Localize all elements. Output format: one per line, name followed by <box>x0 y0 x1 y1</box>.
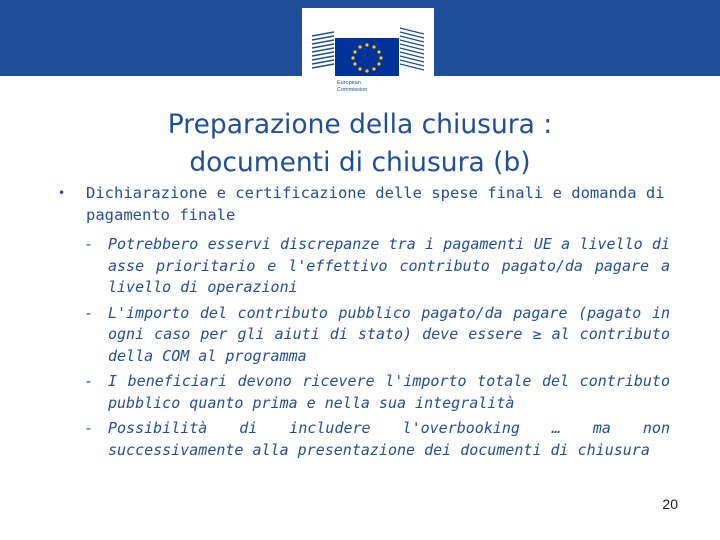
european-commission-logo <box>302 8 434 100</box>
slide-title-line1: Preparazione della chiusura : <box>167 109 553 140</box>
dash-icon: - <box>84 235 94 253</box>
sub-item <box>58 418 670 461</box>
page-number: 20 <box>662 496 678 512</box>
logo-text <box>337 80 397 94</box>
sub-items-list <box>58 234 670 461</box>
dash-icon: - <box>84 419 94 437</box>
slide-title-line2: documenti di chiusura (b) <box>189 147 531 178</box>
sub-item <box>58 303 670 368</box>
logo-text-line2: Commission <box>337 87 368 93</box>
sub-item <box>58 371 670 414</box>
sub-item <box>58 234 670 299</box>
dash-icon: - <box>84 372 94 390</box>
sub-item-text: I beneficiari devono ricevere l'importo totale del contributo pubblico quanto prima e nella sua integralità <box>108 372 670 412</box>
main-bullet-text: Dichiarazione e certificazione delle spese finali e domanda di pagamento finale <box>86 184 665 224</box>
dash-icon: - <box>84 303 94 322</box>
sub-item-text: L'importo del contributo pubblico pagato/da pagare (pagato in ogni caso per gli aiuti di stato) deve essere ≥ al contributo della COM al programma <box>108 303 670 365</box>
slide-content <box>58 182 670 465</box>
sub-item-text: Potrebbero esservi discrepanze tra i pagamenti UE a livello di asse prioritario e l'effettivo contributo pagato/da pagare a livello di operazioni <box>108 235 670 296</box>
logo-text-line1: European <box>337 80 361 86</box>
main-bullet <box>58 182 670 226</box>
bullet-dot-icon: • <box>58 186 66 200</box>
slide-title <box>0 106 720 182</box>
sub-item-text: Possibilità di includere l'overbooking … ma non successivamente alla presentazione dei documenti di chiusura <box>108 419 670 459</box>
